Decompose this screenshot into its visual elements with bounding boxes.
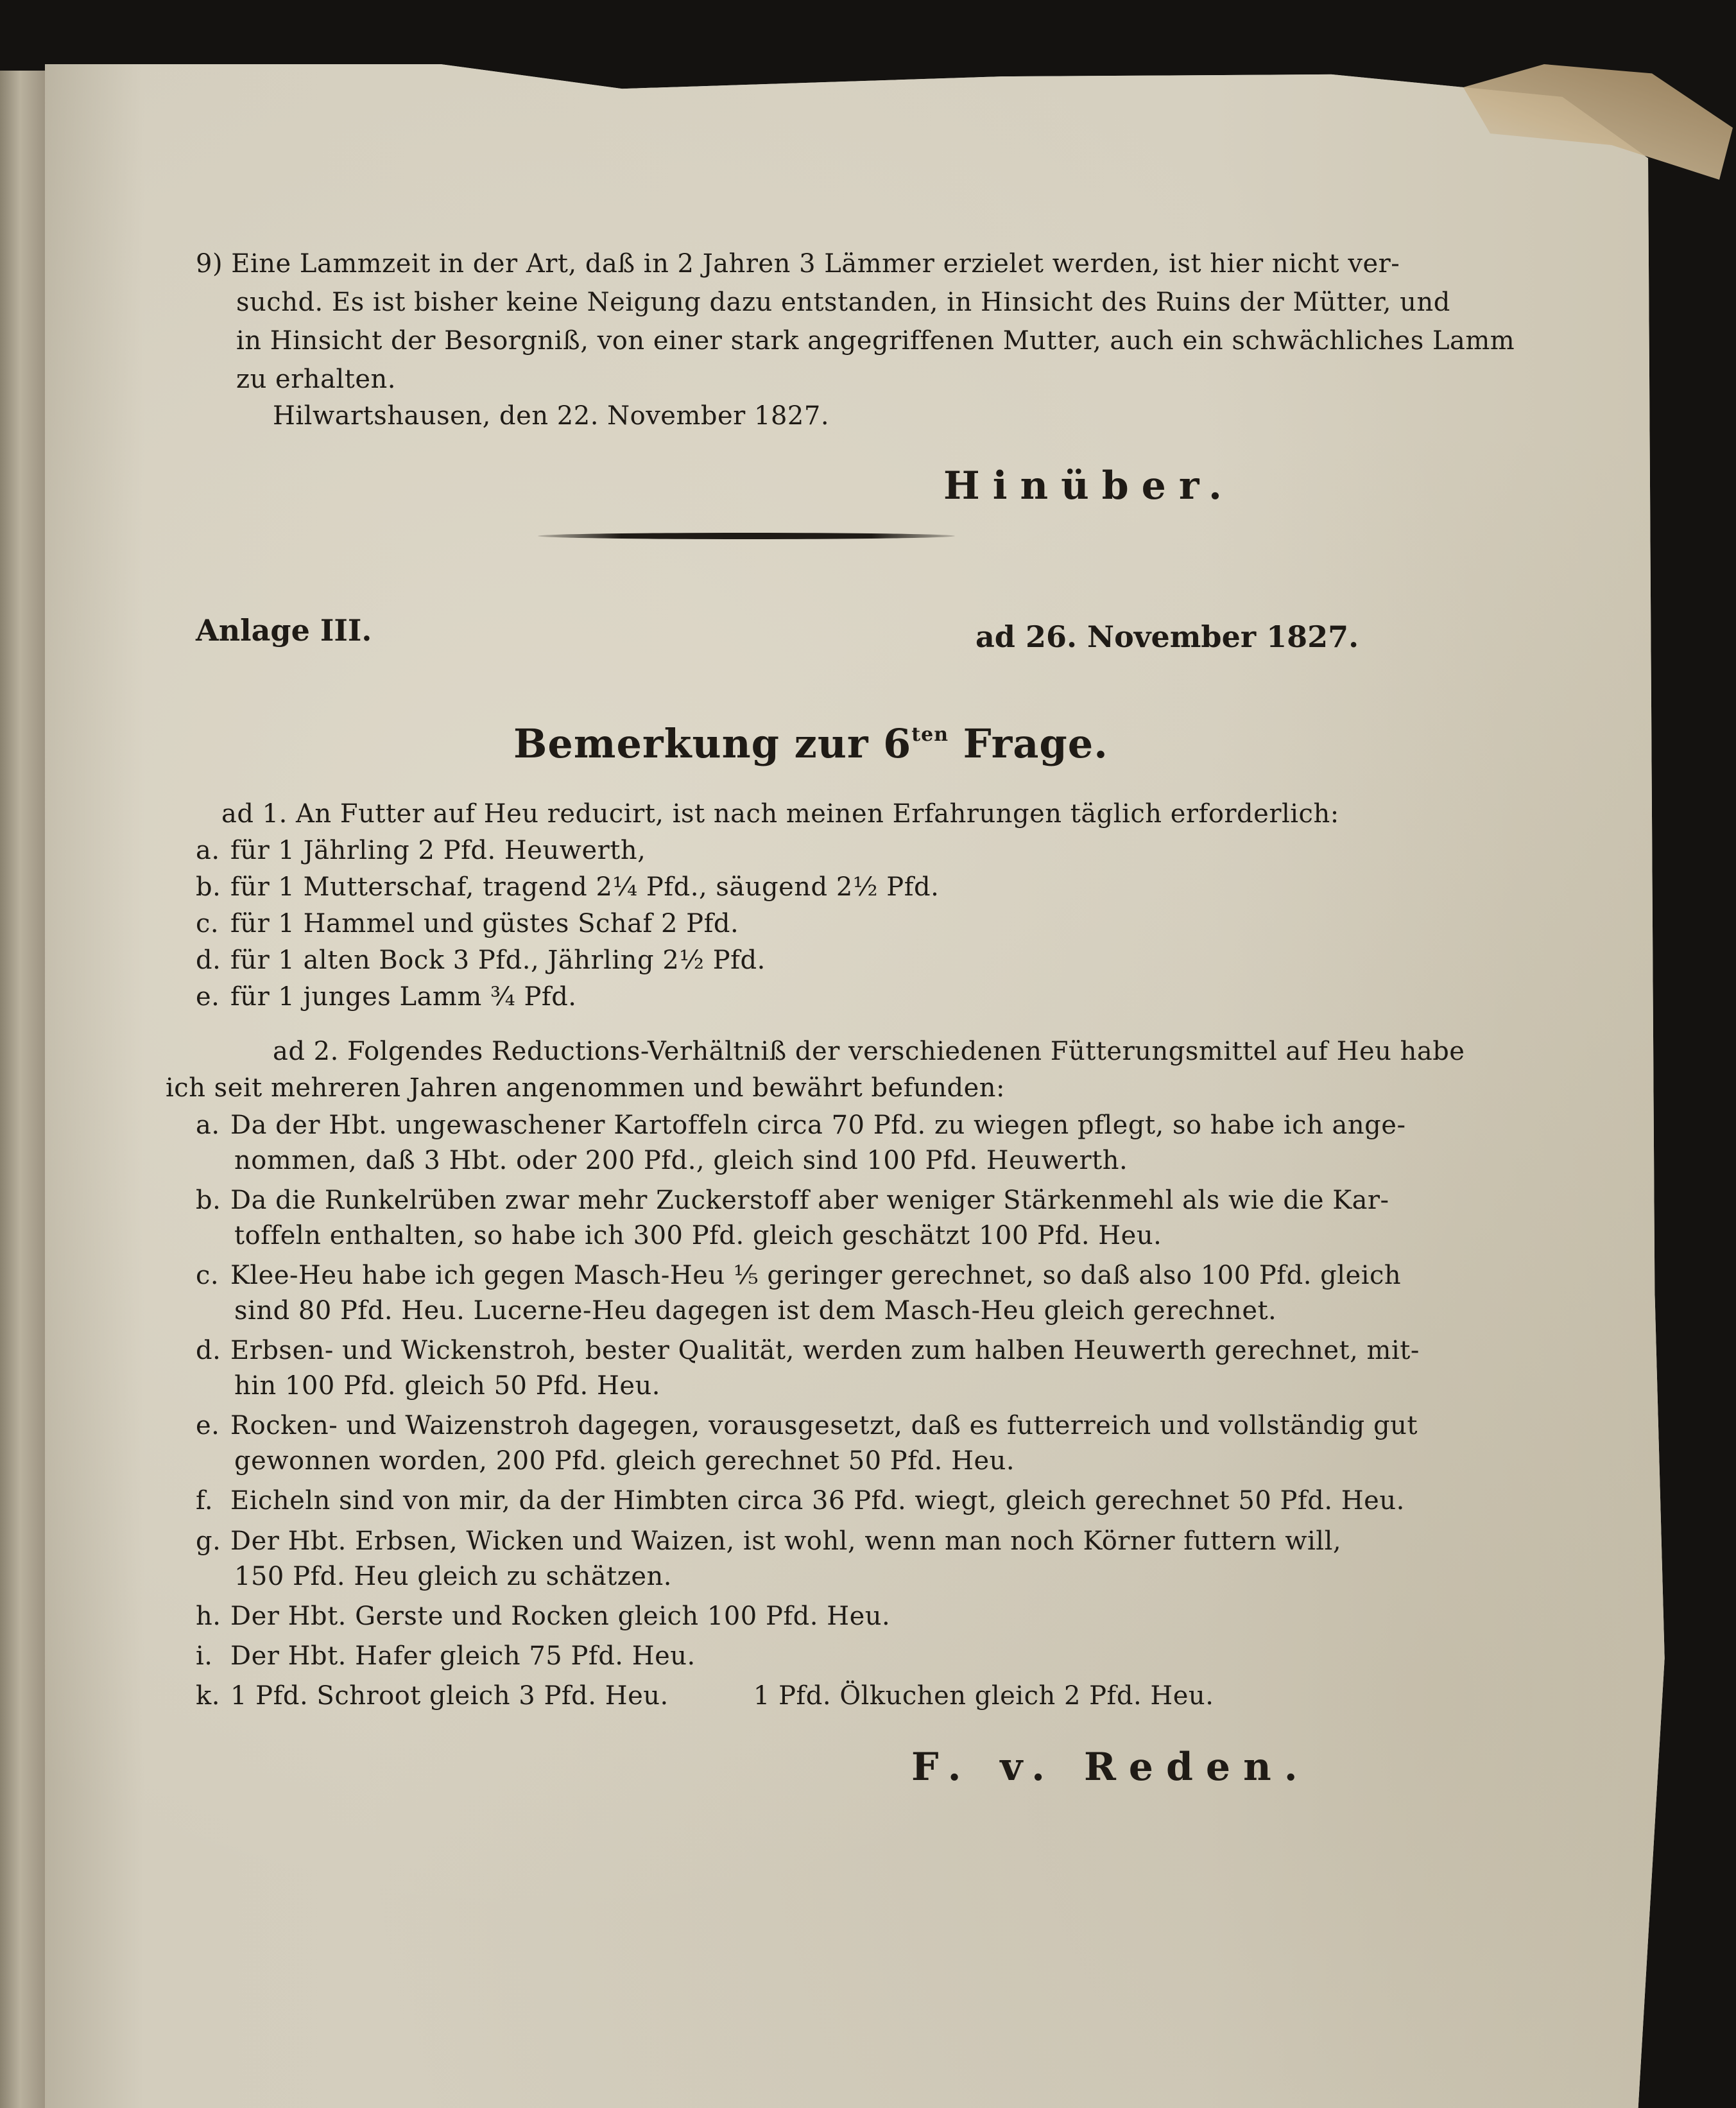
ad1-item-b: [196, 872, 939, 902]
ad2-item-d-label: d.: [196, 1336, 221, 1365]
annex-label: Anlage III.: [196, 613, 372, 648]
ad2-item-f: [196, 1486, 1405, 1516]
ad2-item-g-line-1: Der Hbt. Erbsen, Wicken und Waizen, ist wohl, wenn man noch Körner futtern will,: [230, 1526, 1342, 1556]
item-9-line-2: suchd. Es ist bisher keine Neigung dazu entstanden, in Hinsicht des Ruins der Mütter, und: [236, 288, 1450, 317]
ad2-item-k: [196, 1681, 1214, 1711]
ad2-item-g-cont: 150 Pfd. Heu gleich zu schätzen.: [234, 1562, 672, 1591]
ad2-item-a-line-1: Da der Hbt. ungewaschener Kartoffeln circa 70 Pfd. zu wiegen pflegt, so habe ich ange-: [230, 1110, 1406, 1140]
title-sup: ten: [911, 723, 949, 746]
signature-reden: F. v. Reden.: [911, 1745, 1311, 1790]
ad1-item-a: [196, 836, 646, 865]
ad2-item-b: [196, 1186, 1389, 1215]
item-9-line-4: zu erhalten.: [236, 365, 396, 394]
ad2-item-e-cont: gewonnen worden, 200 Pfd. gleich gerechnet 50 Pfd. Heu.: [234, 1446, 1015, 1476]
ad2-item-i-line-1: Der Hbt. Hafer gleich 75 Pfd. Heu.: [230, 1641, 696, 1671]
ad2-intro-line-2: ich seit mehreren Jahren angenommen und bewährt befunden:: [166, 1073, 1006, 1103]
signature-hinueber: Hinüber.: [943, 463, 1235, 508]
ad2-item-a-cont: nommen, daß 3 Hbt. oder 200 Pfd., gleich sind 100 Pfd. Heuwerth.: [234, 1146, 1128, 1175]
ad2-item-k-line-1: 1 Pfd. Schroot gleich 3 Pfd. Heu. 1 Pfd. Ölkuchen gleich 2 Pfd. Heu.: [230, 1681, 1214, 1711]
item-9-line-3: in Hinsicht der Besorgniß, von einer stark angegriffenen Mutter, auch ein schwächliches Lamm: [236, 326, 1515, 356]
ad2-item-d-cont: hin 100 Pfd. gleich 50 Pfd. Heu.: [234, 1371, 660, 1401]
ad2-item-c-cont: sind 80 Pfd. Heu. Lucerne-Heu dagegen ist dem Masch-Heu gleich gerechnet.: [234, 1296, 1277, 1326]
ad2-item-h-line-1: Der Hbt. Gerste und Rocken gleich 100 Pfd. Heu.: [230, 1602, 891, 1631]
ad2-item-c-label: c.: [196, 1261, 219, 1290]
ad1-item-a-text: für 1 Jährling 2 Pfd. Heuwerth,: [230, 836, 646, 865]
separator-rule: [538, 533, 955, 539]
ad2-item-c: [196, 1261, 1401, 1290]
ad2-item-a-label: a.: [196, 1110, 220, 1140]
place-date: Hilwartshausen, den 22. November 1827.: [273, 401, 830, 431]
ad1-item-c: [196, 909, 739, 938]
ad2-item-d-line-1: Erbsen- und Wickenstroh, bester Qualität, werden zum halben Heuwerth gerechnet, mit-: [230, 1336, 1420, 1365]
ad2-item-e-line-1: Rocken- und Waizenstroh dagegen, vorausgesetzt, daß es futterreich und vollständig gut: [230, 1411, 1418, 1440]
ad2-item-i-label: i.: [196, 1641, 213, 1671]
annex-date: ad 26. November 1827.: [975, 619, 1359, 654]
ad2-item-e: [196, 1411, 1418, 1440]
ad1-item-e-text: für 1 junges Lamm ¾ Pfd.: [230, 982, 577, 1012]
ad1-item-d-label: d.: [196, 946, 221, 975]
facing-page-edge: [0, 71, 47, 2108]
ad2-item-a: [196, 1110, 1405, 1140]
ad1-item-a-label: a.: [196, 836, 220, 865]
ad2-item-f-label: f.: [196, 1486, 214, 1516]
ad2-item-d: [196, 1336, 1420, 1365]
page-title: [513, 720, 1108, 767]
ad2-item-i: [196, 1641, 696, 1671]
ad1-item-e: [196, 982, 577, 1012]
title-end: Frage.: [949, 720, 1108, 767]
ad2-item-g-label: g.: [196, 1526, 221, 1556]
ad2-item-b-cont: toffeln enthalten, so habe ich 300 Pfd. gleich geschätzt 100 Pfd. Heu.: [234, 1221, 1162, 1250]
ad2-intro-line-1: ad 2. Folgendes Reductions-Verhältniß der verschiedenen Fütterungsmittel auf Heu habe: [273, 1037, 1465, 1066]
ad2-item-h-label: h.: [196, 1602, 221, 1631]
ad2-item-b-label: b.: [196, 1186, 221, 1215]
ad1-item-c-label: c.: [196, 909, 219, 938]
ad1-item-b-label: b.: [196, 872, 221, 902]
ad2-item-c-line-1: Klee-Heu habe ich gegen Masch-Heu ⅕ geringer gerechnet, so daß also 100 Pfd. gleich: [230, 1261, 1402, 1290]
ad1-item-d-text: für 1 alten Bock 3 Pfd., Jährling 2½ Pfd.: [230, 946, 766, 975]
ad1-item-d: [196, 946, 766, 975]
ad1-intro: ad 1. An Futter auf Heu reducirt, ist nach meinen Erfahrungen täglich erforderlich:: [221, 799, 1339, 829]
ad2-item-k-label: k.: [196, 1681, 220, 1711]
ad1-item-c-text: für 1 Hammel und güstes Schaf 2 Pfd.: [230, 909, 739, 938]
ad1-item-e-label: e.: [196, 982, 220, 1012]
item-9-line-1: 9) Eine Lammzeit in der Art, daß in 2 Jahren 3 Lämmer erzielet werden, ist hier nicht ver-: [196, 249, 1400, 279]
title-main: Bemerkung zur 6: [513, 720, 912, 767]
ad2-item-h: [196, 1602, 890, 1631]
ad2-item-b-line-1: Da die Runkelrüben zwar mehr Zuckerstoff aber weniger Stärkenmehl als wie die Kar-: [230, 1186, 1389, 1215]
ad1-item-b-text: für 1 Mutterschaf, tragend 2¼ Pfd., säugend 2½ Pfd.: [230, 872, 940, 902]
ad2-item-g: [196, 1526, 1341, 1556]
ad2-item-e-label: e.: [196, 1411, 220, 1440]
ad2-item-f-line-1: Eicheln sind von mir, da der Himbten circa 36 Pfd. wiegt, gleich gerechnet 50 Pfd. Heu.: [230, 1486, 1405, 1516]
